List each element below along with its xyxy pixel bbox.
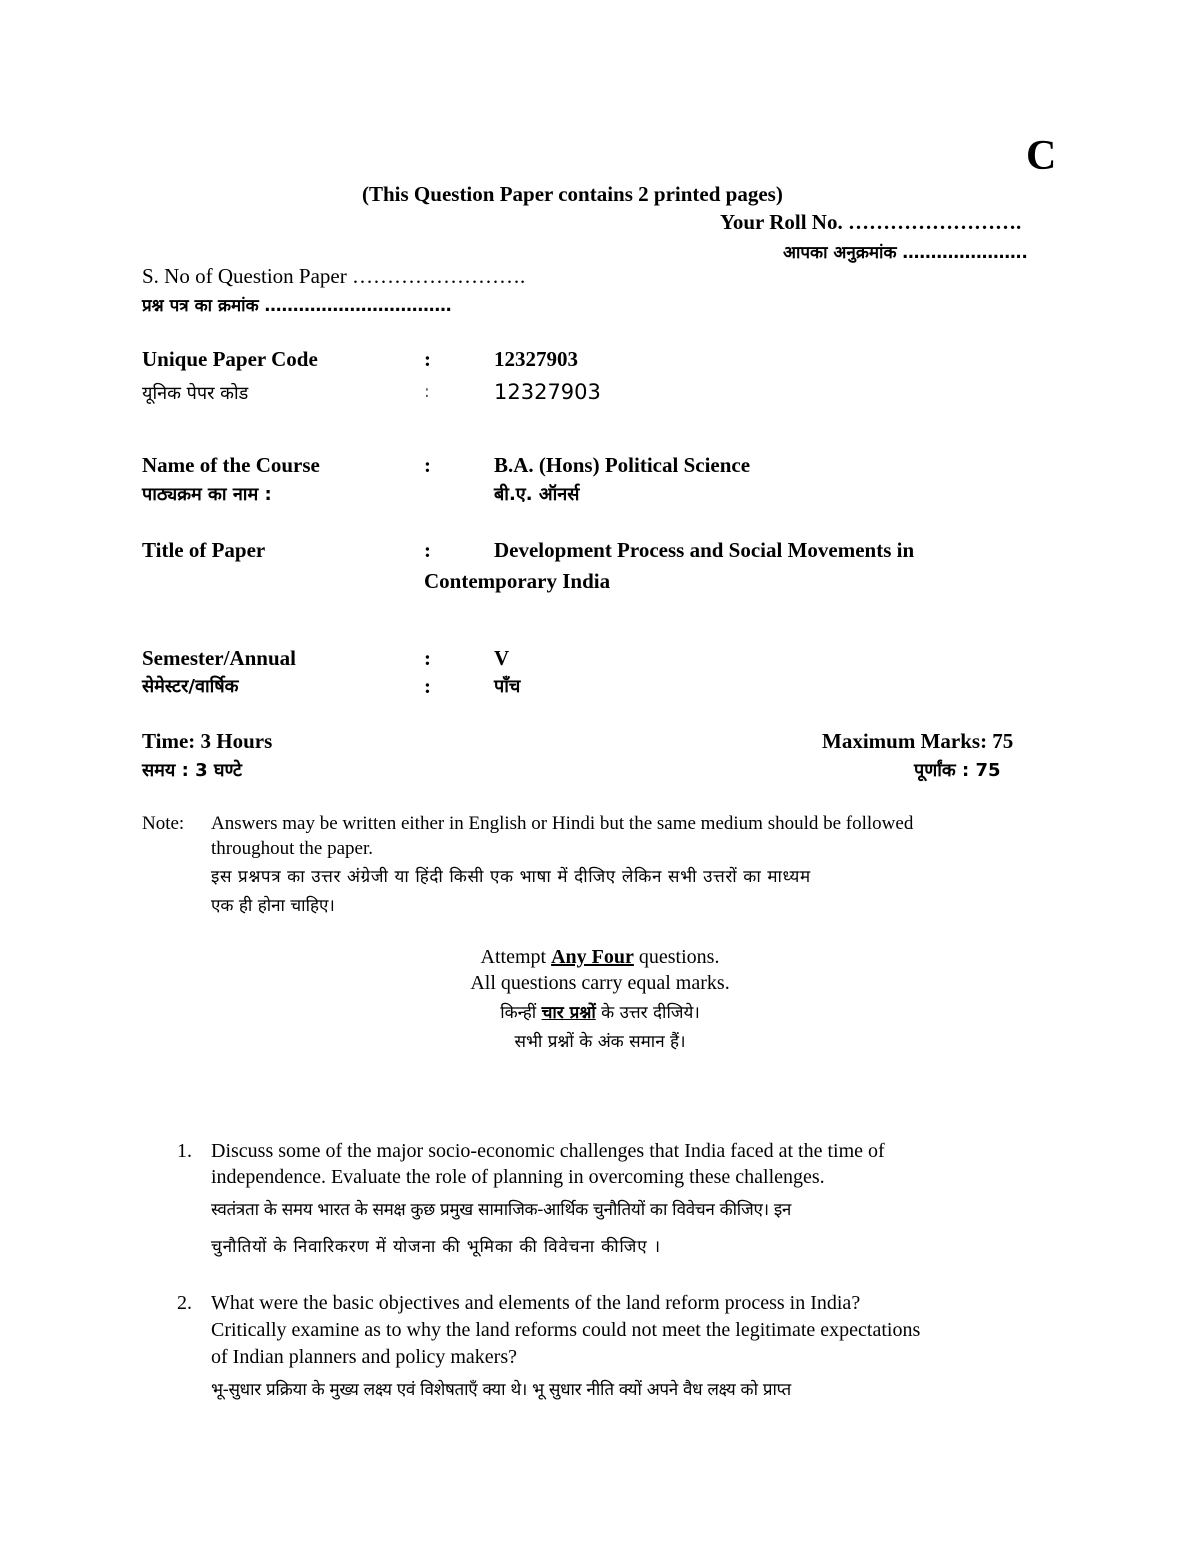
course-name-label: Name of the Course	[142, 453, 320, 477]
attempt-count-emphasis-hindi: चार प्रश्नों	[541, 1003, 596, 1023]
question-number: 2.	[177, 1292, 192, 1314]
question-text-hindi: चुनौतियों के निवारिकरण में योजना की भूमिका की विवेचना कीजिए ।	[211, 1237, 661, 1257]
paper-title-label: Title of Paper	[142, 538, 266, 562]
note-text: Answers may be written either in English or Hindi but the same medium should be followed	[211, 813, 914, 834]
max-marks-label: Maximum Marks: 75	[822, 729, 1014, 753]
question-text-hindi: भू-सुधार प्रक्रिया के मुख्य लक्ष्य एवं विशेषताएँ क्या थे। भू सुधार नीति क्यों अपने वैध लक्ष्य को प्राप्त	[211, 1380, 791, 1400]
serial-number-field-hindi: प्रश्न पत्र का क्रमांक ……………………………	[142, 296, 452, 316]
course-name-label-hindi: पाठ्यक्रम का नाम :	[142, 484, 272, 505]
set-letter: C	[1026, 133, 1057, 179]
attempt-instruction-post: questions.	[633, 946, 720, 968]
colon: :	[424, 382, 430, 402]
question-text: Critically examine as to why the land reforms could not meet the legitimate expectations	[211, 1319, 921, 1341]
semester-value-hindi: पाँच	[494, 676, 521, 697]
colon: :	[424, 674, 431, 698]
max-marks-label-hindi: पूर्णांक : 75	[914, 760, 1001, 781]
time-label: Time: 3 Hours	[142, 729, 273, 753]
serial-number-field: S. No of Question Paper …………………….	[142, 264, 526, 288]
attempt-count-emphasis: Any Four	[551, 946, 634, 968]
colon: :	[424, 646, 431, 670]
unique-paper-code-value-hindi: 12327903	[494, 380, 601, 404]
question-text: of Indian planners and policy makers?	[211, 1346, 518, 1368]
note-text-hindi-continued: एक ही होना चाहिए।	[211, 896, 335, 916]
roll-no-field-hindi: आपका अनुक्रमांक ………………….	[783, 243, 1028, 263]
semester-label: Semester/Annual	[142, 646, 296, 670]
equal-marks-instruction-hindi: सभी प्रश्नों के अंक समान हैं।	[514, 1032, 686, 1052]
paper-title-value: Development Process and Social Movements in	[494, 538, 915, 562]
question-text: independence. Evaluate the role of planning in overcoming these challenges.	[211, 1166, 825, 1188]
paper-title-value-continued: Contemporary India	[424, 569, 611, 593]
attempt-instruction	[400, 946, 800, 969]
note-text-continued: throughout the paper.	[211, 838, 373, 859]
colon: :	[424, 453, 431, 477]
pages-note: (This Question Paper contains 2 printed pages)	[362, 182, 783, 206]
course-name-value: B.A. (Hons) Political Science	[494, 453, 751, 477]
question-text-hindi: स्वतंत्रता के समय भारत के समक्ष कुछ प्रमुख सामाजिक-आर्थिक चुनौतियों का विवेचन कीजिए। इन	[211, 1200, 792, 1220]
colon: :	[424, 347, 431, 371]
unique-paper-code-value: 12327903	[494, 347, 578, 371]
question-text: What were the basic objectives and elements of the land reform process in India?	[211, 1292, 861, 1314]
attempt-instruction-hindi	[400, 1000, 800, 1023]
equal-marks-instruction: All questions carry equal marks.	[470, 972, 730, 994]
course-name-value-hindi: बी.ए. ऑनर्स	[494, 484, 580, 505]
time-label-hindi: समय : 3 घण्टे	[142, 760, 242, 781]
unique-paper-code-label-hindi: यूनिक पेपर कोड	[142, 383, 249, 404]
note-label: Note:	[142, 813, 185, 834]
attempt-instruction-pre: Attempt	[480, 946, 552, 968]
note-text-hindi: इस प्रश्नपत्र का उत्तर अंग्रेजी या हिंदी किसी एक भाषा में दीजिए लेकिन सभी उत्तरों का माध्यम	[211, 867, 811, 887]
semester-label-hindi: सेमेस्टर/वार्षिक	[142, 676, 239, 697]
question-number: 1.	[177, 1140, 192, 1162]
roll-no-field: Your Roll No. …………………….	[720, 210, 1022, 234]
attempt-instruction-hindi-post: के उत्तर दीजिये।	[595, 1003, 700, 1023]
unique-paper-code-label: Unique Paper Code	[142, 347, 318, 371]
colon: :	[424, 538, 431, 562]
question-text: Discuss some of the major socio-economic challenges that India faced at the time of	[211, 1140, 885, 1162]
semester-value: V	[494, 646, 510, 670]
attempt-instruction-hindi-pre: किन्हीं	[500, 1003, 542, 1023]
